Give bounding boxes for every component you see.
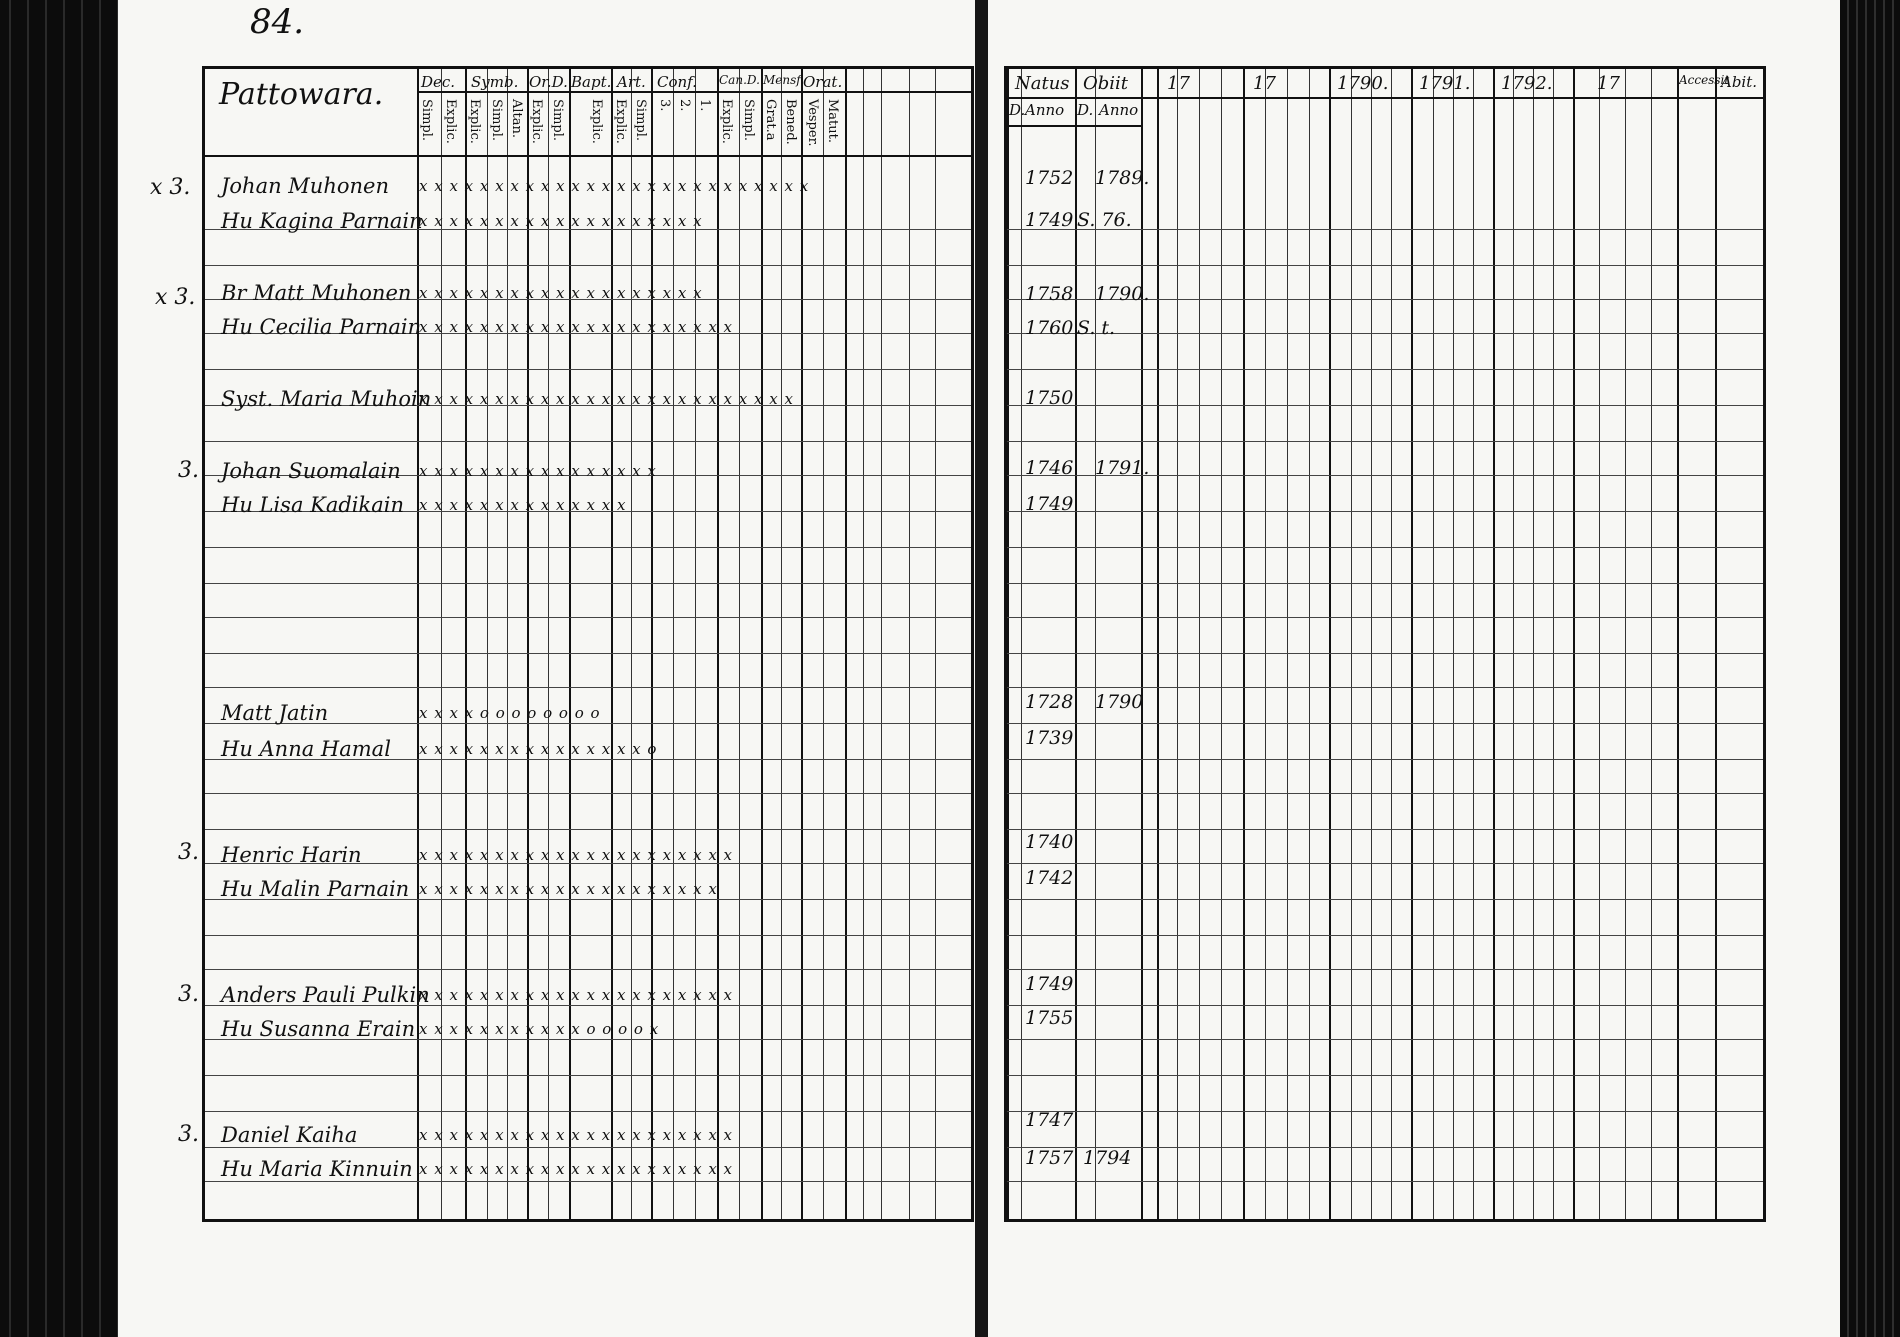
row-rule bbox=[1007, 583, 1763, 584]
row-rule bbox=[1007, 653, 1763, 654]
row-rule bbox=[205, 653, 971, 654]
catechism-marks: x x x x x x x x x x x x x x x x x x x x x bbox=[419, 1126, 734, 1144]
catechism-marks: x x x x x x x x x x x o o o o x bbox=[419, 1020, 660, 1038]
catechism-marks: x x x x x x x x x x x x x x x x x x x x bbox=[419, 880, 718, 898]
row-rule bbox=[205, 369, 971, 370]
col-ord: Or.D. bbox=[529, 73, 568, 91]
margin-note: x 3. bbox=[155, 285, 196, 310]
sub-header: Simpl. bbox=[550, 99, 565, 142]
column-rule bbox=[1599, 69, 1600, 1219]
row-rule bbox=[205, 265, 971, 266]
column-rule bbox=[739, 69, 740, 1219]
column-rule bbox=[527, 69, 529, 1219]
col-bapt: Bapt. bbox=[571, 73, 612, 91]
column-rule bbox=[1715, 69, 1717, 1219]
person-name: Hu Susanna Erain bbox=[221, 1017, 416, 1041]
row-rule bbox=[1007, 793, 1763, 794]
col-year: 17 bbox=[1253, 73, 1276, 94]
birth-year: 1728 bbox=[1025, 691, 1074, 713]
death-year: 1791. bbox=[1095, 457, 1150, 479]
row-rule bbox=[1007, 1181, 1763, 1182]
row-rule bbox=[205, 829, 971, 830]
column-rule bbox=[935, 69, 936, 1219]
person-name: Henric Harin bbox=[221, 843, 362, 867]
row-rule bbox=[205, 441, 971, 442]
row-rule bbox=[1007, 687, 1763, 688]
column-rule bbox=[1329, 69, 1331, 1219]
left-register-table bbox=[202, 66, 974, 1222]
column-rule bbox=[781, 69, 782, 1219]
row-rule bbox=[1007, 441, 1763, 442]
birth-year: 1757 bbox=[1025, 1147, 1074, 1169]
birth-year: 1749 bbox=[1025, 209, 1074, 231]
column-rule bbox=[845, 69, 847, 1219]
catechism-marks: x x x x x x x x x x x x x x bbox=[419, 496, 627, 514]
sub-header: Explic. bbox=[443, 99, 458, 144]
col-cand: Can.D. bbox=[719, 73, 760, 87]
column-rule bbox=[1007, 69, 1009, 1219]
sub-header: Anno bbox=[1025, 101, 1065, 119]
row-rule bbox=[1007, 617, 1763, 618]
household-title: Pattowara. bbox=[219, 77, 384, 112]
row-rule bbox=[1007, 899, 1763, 900]
death-year: 1790 bbox=[1095, 691, 1144, 713]
sub-header: Simpl. bbox=[633, 99, 648, 142]
row-rule bbox=[1007, 1111, 1763, 1112]
person-name: Matt Jatin bbox=[221, 701, 329, 725]
column-rule bbox=[465, 69, 467, 1219]
sub-header: Explic. bbox=[719, 99, 734, 144]
col-conf: Conf. bbox=[657, 73, 697, 91]
margin-note: 3. bbox=[178, 982, 199, 1007]
person-name: Hu Maria Kinnuin bbox=[221, 1157, 413, 1181]
row-rule bbox=[205, 547, 971, 548]
column-rule bbox=[1433, 69, 1434, 1219]
catechism-marks: x x x x o o o o o o o o bbox=[419, 704, 601, 722]
catechism-marks: x x x x x x x x x x x x x x x x x x x x x x x x x x bbox=[419, 177, 810, 195]
person-name: Johan Muhonen bbox=[221, 174, 389, 198]
column-rule bbox=[909, 69, 910, 1219]
row-rule bbox=[1007, 935, 1763, 936]
column-rule bbox=[441, 69, 442, 1219]
catechism-marks: x x x x x x x x x x x x x x x x bbox=[419, 462, 657, 480]
margin-note: 3. bbox=[178, 458, 199, 483]
column-rule bbox=[1095, 69, 1096, 1219]
column-rule bbox=[1493, 69, 1495, 1219]
death-year: 1790. bbox=[1095, 283, 1150, 305]
sub-header: Simpl. bbox=[489, 99, 504, 142]
column-rule bbox=[507, 69, 508, 1219]
person-name: Hu Cecilia Parnain bbox=[221, 315, 422, 339]
catechism-marks: x x x x x x x x x x x x x x x x x x x x x bbox=[419, 846, 734, 864]
column-rule bbox=[1473, 69, 1474, 1219]
column-rule bbox=[1221, 69, 1222, 1219]
col-dec: Dec. bbox=[421, 73, 456, 91]
column-rule bbox=[611, 69, 613, 1219]
column-rule bbox=[417, 69, 419, 1219]
catechism-marks: x x x x x x x x x x x x x x x x x x x bbox=[419, 284, 703, 302]
column-rule bbox=[717, 69, 719, 1219]
death-year: S. 76. bbox=[1077, 209, 1132, 231]
col-natus: Natus bbox=[1015, 73, 1070, 94]
col-year: 1792. bbox=[1501, 73, 1553, 94]
column-rule bbox=[863, 69, 864, 1219]
column-rule bbox=[548, 69, 549, 1219]
birth-year: 1746 bbox=[1025, 457, 1074, 479]
col-year: 1790. bbox=[1337, 73, 1389, 94]
sub-header: Bened. bbox=[783, 99, 798, 145]
header-rule bbox=[1007, 125, 1141, 127]
person-name: Daniel Kaiha bbox=[221, 1123, 358, 1147]
header-rule bbox=[417, 91, 971, 93]
birth-year: 1755 bbox=[1025, 1007, 1074, 1029]
row-rule bbox=[205, 1181, 971, 1182]
sub-header: Matut. bbox=[825, 99, 840, 144]
sub-header: Explic. bbox=[529, 99, 544, 144]
row-rule bbox=[1007, 829, 1763, 830]
column-rule bbox=[1199, 69, 1200, 1219]
person-name: Johan Suomalain bbox=[221, 459, 401, 483]
right-register-table bbox=[1004, 66, 1766, 1222]
person-name: Hu Lisa Kadikain bbox=[221, 493, 405, 517]
column-rule bbox=[1243, 69, 1245, 1219]
row-rule bbox=[1007, 863, 1763, 864]
header-rule bbox=[1007, 97, 1763, 99]
column-rule bbox=[1075, 69, 1077, 1219]
column-rule bbox=[1411, 69, 1413, 1219]
column-rule bbox=[1677, 69, 1679, 1219]
birth-year: 1747 bbox=[1025, 1109, 1074, 1131]
row-rule bbox=[1007, 405, 1763, 406]
birth-year: 1750 bbox=[1025, 387, 1074, 409]
col-orat: Orat. bbox=[803, 73, 843, 91]
birth-year: 1749 bbox=[1025, 973, 1074, 995]
catechism-marks: x x x x x x x x x x x x x x x x x x x x x x x x x bbox=[419, 390, 794, 408]
row-rule bbox=[205, 1111, 971, 1112]
row-rule bbox=[205, 969, 971, 970]
row-rule bbox=[1007, 369, 1763, 370]
column-rule bbox=[1141, 69, 1143, 1219]
row-rule bbox=[1007, 265, 1763, 266]
column-rule bbox=[1309, 69, 1310, 1219]
margin-note: 3. bbox=[178, 840, 199, 865]
row-rule bbox=[1007, 759, 1763, 760]
person-name: Hu Malin Parnain bbox=[221, 877, 410, 901]
column-rule bbox=[1453, 69, 1454, 1219]
column-rule bbox=[1287, 69, 1288, 1219]
column-rule bbox=[1513, 69, 1514, 1219]
sub-header: Anno bbox=[1099, 101, 1139, 119]
row-rule bbox=[205, 583, 971, 584]
birth-year: 1752 bbox=[1025, 167, 1074, 189]
column-rule bbox=[1351, 69, 1352, 1219]
sub-header: Simpl. bbox=[741, 99, 756, 142]
column-rule bbox=[1157, 69, 1159, 1219]
col-accessit: Accessit bbox=[1679, 73, 1730, 87]
person-name: Syst. Maria Muhoin bbox=[221, 387, 432, 411]
col-year: 17 bbox=[1167, 73, 1190, 94]
row-rule bbox=[1007, 1075, 1763, 1076]
row-rule bbox=[205, 617, 971, 618]
person-name: Hu Kagina Parnain bbox=[221, 209, 423, 233]
column-rule bbox=[761, 69, 763, 1219]
column-rule bbox=[487, 69, 488, 1219]
sub-header: Vesper. bbox=[805, 99, 820, 147]
column-rule bbox=[1573, 69, 1575, 1219]
column-rule bbox=[673, 69, 674, 1219]
col-year: 17 bbox=[1597, 73, 1620, 94]
sub-header: Explic. bbox=[613, 99, 628, 144]
birth-year: 1742 bbox=[1025, 867, 1074, 889]
header-rule bbox=[205, 155, 971, 157]
sub-header: D. bbox=[1077, 101, 1094, 119]
birth-year: 1740 bbox=[1025, 831, 1074, 853]
col-obiit: Obiit bbox=[1083, 73, 1129, 94]
col-art: Art. bbox=[617, 73, 646, 91]
sub-header: 2. bbox=[677, 99, 692, 112]
row-rule bbox=[205, 935, 971, 936]
column-rule bbox=[1625, 69, 1626, 1219]
sub-header: D. bbox=[1009, 101, 1026, 119]
column-rule bbox=[1265, 69, 1266, 1219]
catechism-marks: x x x x x x x x x x x x x x x o bbox=[419, 740, 658, 758]
column-rule bbox=[651, 69, 653, 1219]
death-year: 1789. bbox=[1095, 167, 1150, 189]
birth-year: 1739 bbox=[1025, 727, 1074, 749]
column-rule bbox=[1021, 69, 1022, 1219]
margin-note: x 3. bbox=[150, 175, 191, 200]
column-rule bbox=[695, 69, 696, 1219]
margin-note: 3. bbox=[178, 1122, 199, 1147]
column-rule bbox=[1391, 69, 1392, 1219]
row-rule bbox=[205, 687, 971, 688]
sub-header: 1. bbox=[697, 99, 712, 112]
column-rule bbox=[823, 69, 824, 1219]
catechism-marks: x x x x x x x x x x x x x x x x x x x x x bbox=[419, 986, 734, 1004]
col-year: 1791. bbox=[1419, 73, 1471, 94]
book-edge-left bbox=[0, 0, 122, 1337]
person-name: Br Matt Muhonen bbox=[221, 281, 412, 305]
column-rule bbox=[1533, 69, 1534, 1219]
row-rule bbox=[1007, 1005, 1763, 1006]
row-rule bbox=[1007, 511, 1763, 512]
page-number: 84. bbox=[250, 2, 305, 42]
person-name: Hu Anna Hamal bbox=[221, 737, 391, 761]
birth-year: 1749 bbox=[1025, 493, 1074, 515]
birth-year: 1760. bbox=[1025, 317, 1080, 339]
column-rule bbox=[1651, 69, 1652, 1219]
col-abiit: Abit. bbox=[1721, 73, 1758, 91]
row-rule bbox=[1007, 1039, 1763, 1040]
death-year: S. t. bbox=[1077, 317, 1116, 339]
sub-header: Simpl. bbox=[419, 99, 434, 142]
column-rule bbox=[569, 69, 571, 1219]
row-rule bbox=[1007, 969, 1763, 970]
column-rule bbox=[1177, 69, 1178, 1219]
column-rule bbox=[631, 69, 632, 1219]
sub-header: Grat.a bbox=[763, 99, 778, 141]
death-year: 1794 bbox=[1083, 1147, 1132, 1169]
row-rule bbox=[205, 793, 971, 794]
row-rule bbox=[1007, 723, 1763, 724]
sub-header: Explic. bbox=[467, 99, 482, 144]
column-rule bbox=[801, 69, 803, 1219]
catechism-marks: x x x x x x x x x x x x x x x x x x x x x bbox=[419, 318, 734, 336]
column-rule bbox=[881, 69, 882, 1219]
birth-year: 1758 bbox=[1025, 283, 1074, 305]
col-symb: Symb. bbox=[471, 73, 519, 91]
row-rule bbox=[1007, 333, 1763, 334]
row-rule bbox=[205, 1147, 971, 1148]
row-rule bbox=[205, 1075, 971, 1076]
book-edge-right bbox=[1840, 0, 1900, 1337]
sub-header: 3. bbox=[657, 99, 672, 112]
catechism-marks: x x x x x x x x x x x x x x x x x x x x x bbox=[419, 1160, 734, 1178]
column-rule bbox=[1553, 69, 1554, 1219]
row-rule bbox=[1007, 547, 1763, 548]
sub-header: Explic. bbox=[589, 99, 604, 144]
sub-header: Altan. bbox=[509, 99, 524, 139]
person-name: Anders Pauli Pulkin bbox=[221, 983, 430, 1007]
col-mensf: Mensf. bbox=[763, 73, 805, 87]
catechism-marks: x x x x x x x x x x x x x x x x x x x bbox=[419, 212, 703, 230]
column-rule bbox=[1371, 69, 1372, 1219]
